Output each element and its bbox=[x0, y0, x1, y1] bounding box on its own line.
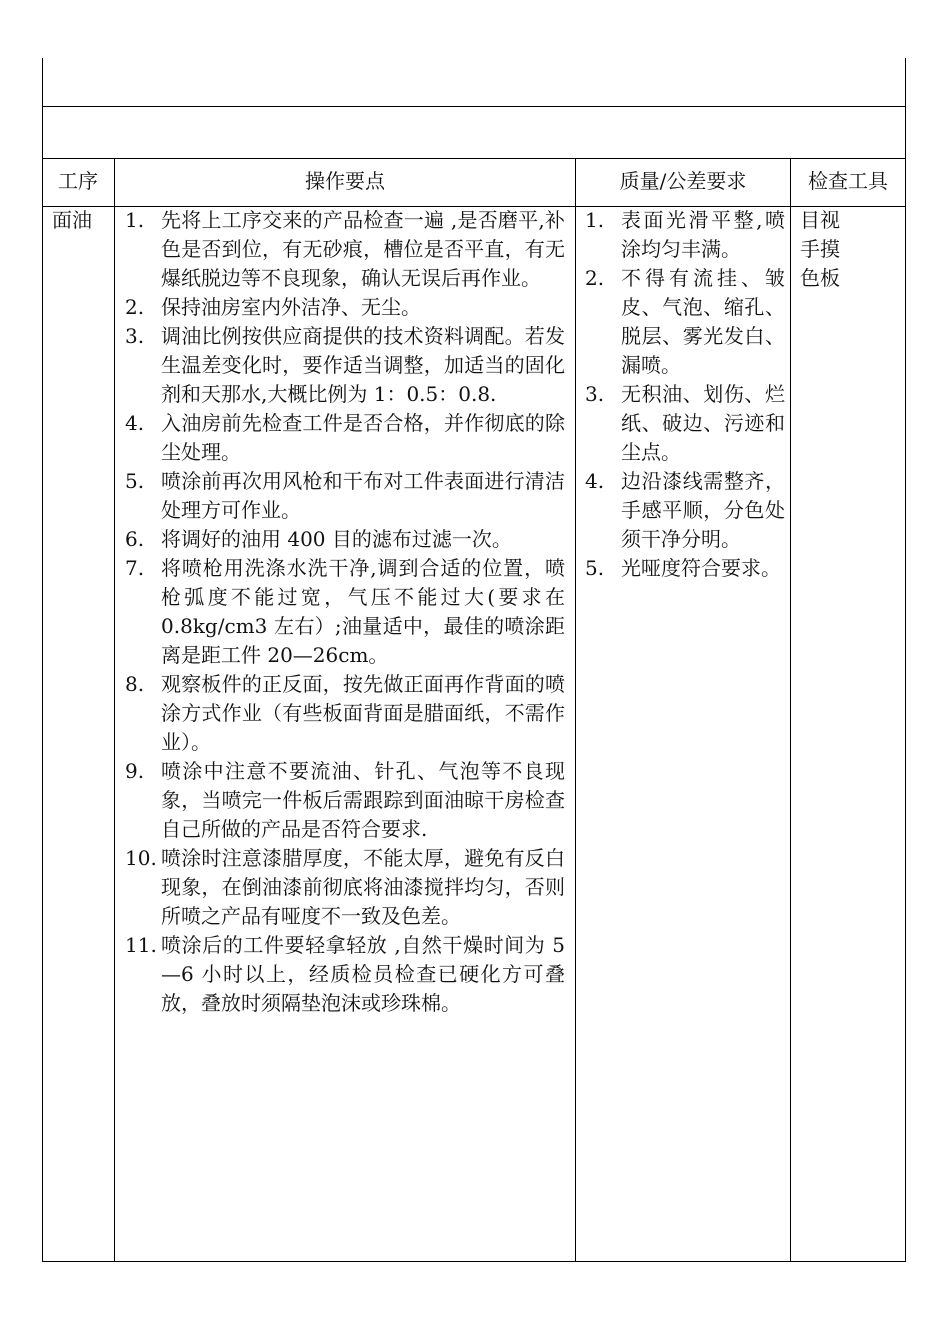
key-point-item bbox=[125, 844, 565, 931]
quality-item-number: 5. bbox=[585, 556, 605, 580]
key-point-item bbox=[125, 525, 565, 554]
key-point-item-number: 2. bbox=[125, 295, 145, 319]
key-point-item-number: 6. bbox=[125, 527, 145, 551]
table-row-divider-2 bbox=[42, 158, 906, 159]
key-point-item bbox=[125, 670, 565, 757]
quality-item-text: 无积油、划伤、烂纸、破边、污迹和尘点。 bbox=[621, 382, 785, 464]
key-point-item-number: 11. bbox=[125, 933, 157, 957]
inspection-tool-item: 手摸 bbox=[800, 237, 840, 261]
header-quality: 质量/公差要求 bbox=[619, 169, 747, 193]
key-point-item-text: 调油比例按供应商提供的技术资料调配。若发生温差变化时，要作适当调整，加适当的固化剂和天那水,大概比例为 1：0.5：0.8. bbox=[161, 324, 565, 406]
table-bottom-border bbox=[42, 1261, 906, 1262]
column-divider-1 bbox=[114, 158, 115, 1262]
column-divider-3 bbox=[790, 158, 791, 1262]
header-tools: 检查工具 bbox=[808, 169, 888, 193]
key-point-item-number: 1. bbox=[125, 208, 145, 232]
key-point-item-text: 保持油房室内外洁净、无尘。 bbox=[161, 295, 421, 319]
key-point-item bbox=[125, 554, 565, 670]
key-point-item-number: 3. bbox=[125, 324, 145, 348]
inspection-tool-item: 色板 bbox=[800, 266, 840, 290]
key-point-item-text: 喷涂前再次用风枪和干布对工件表面进行清洁处理方可作业。 bbox=[161, 469, 565, 522]
key-point-item-number: 4. bbox=[125, 411, 145, 435]
quality-item bbox=[585, 380, 785, 467]
quality-item bbox=[585, 206, 785, 264]
key-point-item bbox=[125, 293, 565, 322]
quality-item-text: 边沿漆线需整齐，手感平顺，分色处须干净分明。 bbox=[621, 469, 785, 551]
key-point-item bbox=[125, 931, 565, 1018]
key-point-item-number: 10. bbox=[125, 846, 157, 870]
key-point-item-text: 将调好的油用 400 目的滤布过滤一次。 bbox=[161, 527, 512, 551]
process-name: 面油 bbox=[52, 208, 92, 232]
quality-item-text: 表面光滑平整,喷涂均匀丰满。 bbox=[621, 208, 785, 261]
key-point-item bbox=[125, 467, 565, 525]
quality-item-number: 2. bbox=[585, 266, 605, 290]
quality-item-text: 不得有流挂、皱皮、气泡、缩孔、脱层、雾光发白、漏喷。 bbox=[621, 266, 785, 377]
inspection-tools bbox=[800, 206, 840, 293]
key-point-item bbox=[125, 757, 565, 844]
key-point-item-text: 观察板件的正反面，按先做正面再作背面的喷涂方式作业（有些板面背面是腊面纸，不需作业）。 bbox=[161, 672, 565, 754]
table-right-border bbox=[905, 58, 906, 1262]
key-point-item bbox=[125, 322, 565, 409]
key-point-item-number: 9. bbox=[125, 759, 145, 783]
quality-requirements-list bbox=[585, 206, 785, 583]
key-point-item bbox=[125, 206, 565, 293]
quality-item-text: 光哑度符合要求。 bbox=[621, 556, 781, 580]
key-points-list bbox=[125, 206, 565, 1018]
header-key-points: 操作要点 bbox=[305, 169, 385, 193]
key-point-item-number: 8. bbox=[125, 672, 145, 696]
quality-item bbox=[585, 264, 785, 380]
key-point-item-number: 7. bbox=[125, 556, 145, 580]
quality-item-number: 4. bbox=[585, 469, 605, 493]
header-process: 工序 bbox=[58, 169, 98, 193]
quality-item-number: 3. bbox=[585, 382, 605, 406]
quality-item-number: 1. bbox=[585, 208, 605, 232]
key-point-item-text: 先将上工序交来的产品检查一遍 ,是否磨平,补色是否到位，有无砂痕，槽位是否平直，有无爆纸脱边等不良现象，确认无误后再作业。 bbox=[161, 208, 565, 290]
key-point-item-number: 5. bbox=[125, 469, 145, 493]
column-divider-2 bbox=[575, 158, 576, 1262]
key-point-item-text: 喷涂后的工件要轻拿轻放 ,自然干燥时间为 5—6 小时以上，经质检员检查已硬化方可叠放，叠放时须隔垫泡沫或珍珠棉。 bbox=[161, 933, 565, 1015]
key-point-item-text: 喷涂时注意漆腊厚度，不能太厚，避免有反白现象，在倒油漆前彻底将油漆搅拌均匀，否则所喷之产品有哑度不一致及色差。 bbox=[161, 846, 565, 928]
quality-item bbox=[585, 467, 785, 554]
key-point-item-text: 将喷枪用洗涤水洗干净,调到合适的位置，喷枪弧度不能过宽，气压不能过大(要求在 0.8kg/cm3 左右）;油量适中，最佳的喷涂距离是距工件 20—26cm。 bbox=[161, 556, 565, 667]
key-point-item bbox=[125, 409, 565, 467]
table-left-border bbox=[42, 58, 43, 1262]
key-point-item-text: 入油房前先检查工件是否合格，并作彻底的除尘处理。 bbox=[161, 411, 565, 464]
quality-item bbox=[585, 554, 785, 583]
table-row-divider-1 bbox=[42, 106, 906, 107]
inspection-tool-item: 目视 bbox=[800, 208, 840, 232]
key-point-item-text: 喷涂中注意不要流油、针孔、气泡等不良现象，当喷完一件板后需跟踪到面油晾干房检查自己所做的产品是否符合要求. bbox=[161, 759, 565, 841]
